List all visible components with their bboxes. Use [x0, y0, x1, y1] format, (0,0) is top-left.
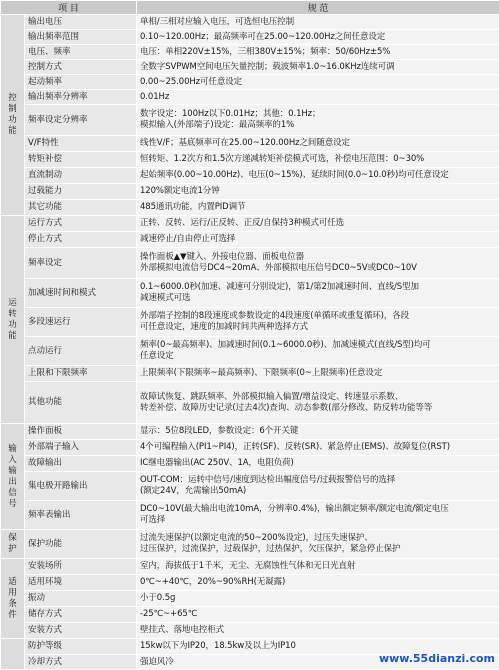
spec-text: 小于0.5g [140, 593, 175, 603]
item-name: 频率设定 [25, 248, 137, 279]
table-row [1, 136, 499, 152]
spec-value [137, 279, 499, 308]
item-name: 运行方式 [25, 216, 137, 232]
table-row [1, 45, 499, 60]
table-row [1, 501, 499, 530]
table-row [1, 152, 499, 168]
spec-value [137, 168, 499, 184]
spec-value [137, 501, 499, 530]
table-row [1, 105, 499, 136]
spec-text: DC0~10V(最大输出电流10mA，分辨率0.4%)，输出额定频率/额定电流/额定电压 可选择 [140, 504, 449, 525]
spec-text: 485通讯功能，内置PID调节 [140, 202, 245, 212]
item-name: 适用环境 [25, 575, 137, 591]
spec-text: 过流失速保护(以额定电流的50~200%设定)，过压失速保护、 过压保护，过流保护，过载保护，过热保护，欠压保护，紧急停止保护 [140, 533, 400, 554]
spec-text: IC继电器输出(AC 250V、1A，电阻负荷) [140, 458, 294, 468]
spec-text: 壁挂式、落地电控柜式 [140, 625, 224, 635]
category-cell [1, 530, 25, 559]
spec-text: 线性V/F；基底频率可在25.00~120.00Hz之间随意设定 [140, 138, 350, 148]
item-name: 多段速运行 [25, 308, 137, 337]
spec-text: 0.01Hz [140, 92, 169, 102]
table-row [1, 15, 499, 30]
table-row [1, 456, 499, 472]
table-row [1, 424, 499, 440]
table-row [1, 591, 499, 607]
table-row [1, 530, 499, 559]
table-row [1, 248, 499, 279]
spec-value [137, 232, 499, 248]
item-name: 振动 [25, 591, 137, 607]
spec-text: 4个可编程输入(PI1~PI4)，正转(SF)、反转(SR)、紧急停止(EMS)、故障复位(RST) [140, 442, 450, 452]
table-row [1, 216, 499, 232]
category-label: 运 转 功 能 [8, 298, 17, 342]
spec-value [137, 607, 499, 623]
table-row [1, 279, 499, 308]
spec-value [137, 105, 499, 136]
spec-value [137, 184, 499, 200]
table-row [1, 559, 499, 575]
category-label: 输 入 输 出 信 号 [8, 444, 17, 510]
item-name: 保护功能 [25, 530, 137, 559]
item-name: 频率设定分辨率 [25, 105, 137, 136]
item-name: 故障输出 [25, 456, 137, 472]
spec-text: 减速停止/自由停止可选择 [140, 234, 235, 244]
spec-text: OUT-COM：运转中信号/速度到达检出幅度信号/过载报警信号的选择 (额定24V，允需输出50mA) [140, 475, 395, 496]
table-row [1, 184, 499, 200]
item-name: 加减速时间和模式 [25, 279, 137, 308]
item-name: 电压、频率 [25, 45, 137, 60]
spec-value [137, 216, 499, 232]
watermark: www.55dianzi.com [379, 652, 495, 665]
spec-value [137, 424, 499, 440]
item-name: 储存方式 [25, 607, 137, 623]
spec-value [137, 308, 499, 337]
table-row [1, 168, 499, 184]
spec-text: -25℃~+65℃ [140, 609, 197, 619]
spec-value [137, 75, 499, 90]
spec-text: 频率(0~最高频率)、加减速时间(0.1~6000.0秒)、加减速模式(直线/S型)均可 任意设定 [140, 340, 431, 361]
table-row [1, 382, 499, 424]
spec-value [137, 575, 499, 591]
table-row [1, 607, 499, 623]
spec-value [137, 456, 499, 472]
spec-text: 15kw以下为IP20，18.5kw及以上为IP10 [140, 641, 296, 651]
spec-value [137, 623, 499, 639]
spec-text: 单相/三相对应输入电压，可选恒电压控制 [140, 17, 294, 27]
table-row [1, 75, 499, 90]
item-name: 集电极开路输出 [25, 472, 137, 501]
category-cell [1, 15, 25, 216]
table-row [1, 90, 499, 105]
spec-text: 故障试恢复、跳跃频率、外部模拟输入偏置/增益设定、转速显示系数、 转差补偿、故障历史记录(过去4次)查询、动态参数(部分修改、防反转功能等等 [140, 392, 432, 413]
item-name: 其它功能 [25, 200, 137, 216]
spec-text: 0.1~6000.0秒(加速、减速可分别设定)，第1/第2加减速时间、直线/S型加 减速模式可选 [140, 282, 419, 303]
item-name: 控制方式 [25, 60, 137, 75]
spec-text: 室内，海拔低于1千米，无尘、无腐蚀性气体和无日光直射 [140, 561, 355, 571]
spec-value [137, 366, 499, 382]
table-row [1, 440, 499, 456]
item-name: 直流制动 [25, 168, 137, 184]
item-name: 转矩补偿 [25, 152, 137, 168]
table-row [1, 623, 499, 639]
item-name: 起动频率 [25, 75, 137, 90]
spec-value [137, 382, 499, 424]
spec-value [137, 248, 499, 279]
item-name: 上限和下限频率 [25, 366, 137, 382]
header-item: 项 目 [1, 1, 137, 15]
item-name: 安装方式 [25, 623, 137, 639]
table-row [1, 308, 499, 337]
spec-value [137, 591, 499, 607]
spec-text: 全数字SVPWM空间电压矢量控制；载波频率1.0~16.0KHz连续可调 [140, 62, 394, 72]
category-cell [1, 216, 25, 424]
spec-text: 数字设定：100Hz以下0.01Hz；其他：0.1Hz； 模拟输入(外部端子)设定：最高频率的1% [140, 109, 320, 130]
item-name: 停止方式 [25, 232, 137, 248]
spec-text: 上限频率(下限频率~最高频率)、下限频率(0~上限频率)任意设定 [140, 368, 382, 378]
item-name: 过载能力 [25, 184, 137, 200]
item-name: 外部端子输入 [25, 440, 137, 456]
spec-text: 显示：5位8段LED，参数设定：6个开关键 [140, 426, 298, 436]
item-name: 点动运行 [25, 337, 137, 366]
header-row [1, 1, 499, 15]
item-name: 输出频率分辨率 [25, 90, 137, 105]
item-name: 冷却方式 [25, 655, 137, 670]
spec-value [137, 30, 499, 45]
table-row [1, 200, 499, 216]
category-label: 适 用 条 件 [8, 577, 17, 621]
spec-text: 正转、反转、运行/正反转、正反/自保持3种模式可任选 [140, 218, 344, 228]
spec-text: 电压：单相220V±15%，三相380V±15%；频率：50/60Hz±5% [140, 47, 390, 57]
category-label: 控 制 功 能 [8, 93, 17, 137]
item-name: 防护等级 [25, 639, 137, 655]
spec-value [137, 472, 499, 501]
item-name: 其他功能 [25, 382, 137, 424]
spec-value [137, 337, 499, 366]
table-row [1, 337, 499, 366]
category-cell [1, 559, 25, 639]
spec-value [137, 90, 499, 105]
category-cell [1, 424, 25, 530]
item-name: 输出频率范围 [25, 30, 137, 45]
item-name: V/F特性 [25, 136, 137, 152]
table-row [1, 60, 499, 75]
spec-text: 起始频率(0.00~10.00Hz)、电压(0~15%)、延续时间(0.0~10.0秒)均可任意设定 [140, 170, 449, 180]
category-label: 保 护 [8, 533, 17, 555]
spec-text: 恒转矩、1.2次方和1.5次方递减转矩补偿模式可选，补偿电压范围：0~30% [140, 154, 424, 164]
spec-value [137, 136, 499, 152]
spec-text: 强迫风冷 [140, 657, 174, 667]
table-row [1, 472, 499, 501]
spec-text: 120%额定电流1分钟 [140, 186, 220, 196]
item-name: 输出电压 [25, 15, 137, 30]
spec-text: 外部端子控制的8段速度或参数设定的4段速度(单循环或重复循环)，各段 可任意设定，速度的加减时间共两种选择方式 [140, 311, 409, 332]
spec-text: 0℃~+40℃，20%~90%RH(无凝露) [140, 577, 285, 587]
spec-body [1, 15, 499, 670]
table-row [1, 575, 499, 591]
item-name: 频率表输出 [25, 501, 137, 530]
spec-text: 0.10~120.00Hz；最高频率可在25.00~120.00Hz之间任意设定 [140, 32, 385, 42]
table-row [1, 366, 499, 382]
item-name: 操作面板 [25, 424, 137, 440]
table-row [1, 232, 499, 248]
spec-value [137, 152, 499, 168]
header-spec: 规 范 [137, 1, 499, 15]
spec-text: 操作面板▲▼键入、外接电位器、面板电位器 外部模拟电流信号DC4~20mA、外部模拟电压信号DC0~5V或DC0~10V [140, 252, 417, 273]
item-name: 安装场所 [25, 559, 137, 575]
spec-value [137, 15, 499, 30]
spec-value [137, 559, 499, 575]
spec-text: 0.00~25.00Hz可任意设定 [140, 77, 242, 87]
category-cell [1, 639, 25, 670]
spec-value [137, 440, 499, 456]
table-row [1, 30, 499, 45]
spec-value [137, 45, 499, 60]
spec-value [137, 530, 499, 559]
spec-value [137, 200, 499, 216]
spec-value [137, 60, 499, 75]
